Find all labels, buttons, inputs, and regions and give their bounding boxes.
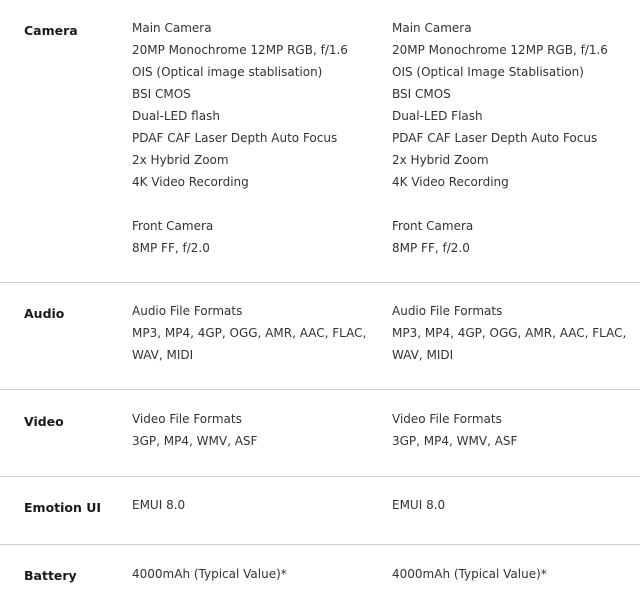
audio-formats-list: MP3, MP4, 4GP, OGG, AMR, AAC, FLAC, — [392, 326, 627, 340]
battery-col-2 — [392, 563, 628, 585]
camera-col-2 — [392, 17, 628, 259]
camera-video: 4K Video Recording — [132, 175, 249, 189]
video-formats-list: 3GP, MP4, WMV, ASF — [132, 434, 258, 448]
front-camera-title: Front Camera — [132, 219, 214, 233]
emotion-ui-col-2 — [392, 494, 628, 516]
camera-sensor: 20MP Monochrome 12MP RGB, f/1.6 — [132, 43, 348, 57]
video-formats-list: 3GP, MP4, WMV, ASF — [392, 434, 518, 448]
audio-row — [0, 283, 640, 389]
emotion-ui-row — [0, 477, 640, 544]
camera-zoom: 2x Hybrid Zoom — [392, 153, 489, 167]
main-camera-title: Main Camera — [132, 21, 212, 35]
camera-autofocus: PDAF CAF Laser Depth Auto Focus — [392, 131, 598, 145]
camera-flash: Dual-LED flash — [132, 109, 220, 123]
audio-formats-title: Audio File Formats — [132, 304, 243, 318]
audio-col-1 — [132, 300, 368, 366]
audio-formats-list-cont: WAV, MIDI — [392, 348, 454, 362]
camera-zoom: 2x Hybrid Zoom — [132, 153, 229, 167]
emui-version: EMUI 8.0 — [392, 498, 446, 512]
front-camera-spec: 8MP FF, f/2.0 — [132, 241, 210, 255]
camera-ois: OIS (Optical image stablisation) — [132, 65, 323, 79]
camera-row — [0, 0, 640, 282]
battery-capacity: 4000mAh (Typical Value)* — [132, 567, 287, 581]
spacer — [132, 193, 368, 215]
video-formats-title: Video File Formats — [392, 412, 502, 426]
front-camera-title: Front Camera — [392, 219, 474, 233]
camera-flash: Dual-LED Flash — [392, 109, 483, 123]
battery-col-1 — [132, 563, 368, 585]
video-col-1 — [132, 408, 368, 452]
main-camera-title: Main Camera — [392, 21, 472, 35]
video-col-2 — [392, 408, 628, 452]
emotion-ui-label: Emotion UI — [24, 500, 102, 515]
camera-autofocus: PDAF CAF Laser Depth Auto Focus — [132, 131, 338, 145]
front-camera-spec: 8MP FF, f/2.0 — [392, 241, 470, 255]
battery-row — [0, 545, 640, 600]
camera-sensor: 20MP Monochrome 12MP RGB, f/1.6 — [392, 43, 608, 57]
audio-formats-list-cont: WAV, MIDI — [132, 348, 194, 362]
camera-label: Camera — [24, 23, 78, 38]
audio-label: Audio — [24, 306, 65, 321]
emui-version: EMUI 8.0 — [132, 498, 186, 512]
camera-video: 4K Video Recording — [392, 175, 509, 189]
camera-ois: OIS (Optical Image Stablisation) — [392, 65, 584, 79]
camera-col-1 — [132, 17, 368, 259]
video-formats-title: Video File Formats — [132, 412, 242, 426]
spacer — [392, 193, 628, 215]
battery-label: Battery — [24, 568, 77, 583]
camera-bsi: BSI CMOS — [392, 87, 451, 101]
video-row — [0, 390, 640, 476]
audio-col-2 — [392, 300, 628, 366]
video-label: Video — [24, 414, 64, 429]
battery-capacity: 4000mAh (Typical Value)* — [392, 567, 547, 581]
emotion-ui-col-1 — [132, 494, 368, 516]
camera-bsi: BSI CMOS — [132, 87, 191, 101]
audio-formats-list: MP3, MP4, 4GP, OGG, AMR, AAC, FLAC, — [132, 326, 367, 340]
audio-formats-title: Audio File Formats — [392, 304, 503, 318]
